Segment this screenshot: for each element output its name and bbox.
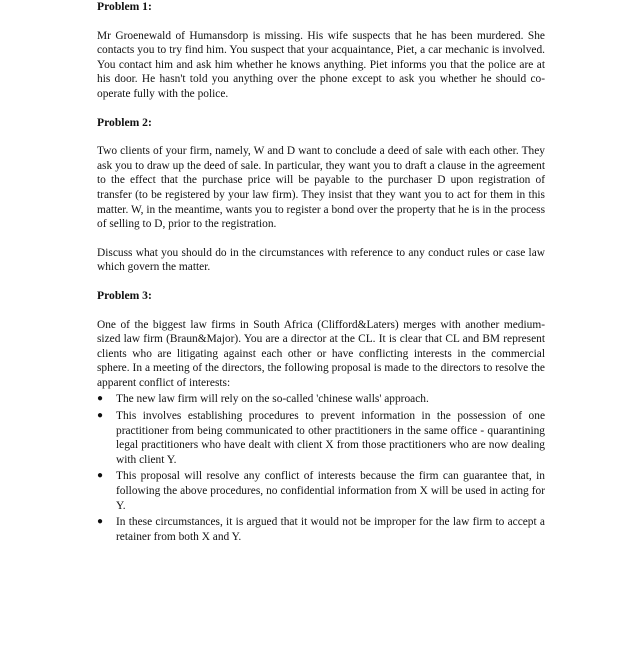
problem-1-heading: Problem 1:: [97, 0, 152, 13]
bullet-icon: ●: [97, 516, 104, 528]
problem-2-question: Discuss what you should do in the circumstances with reference to any conduct rules or case law which govern the matter.: [97, 246, 545, 274]
problem-2-heading: Problem 2:: [97, 115, 152, 129]
list-item: [97, 515, 545, 544]
problem-3-heading: Problem 3:: [97, 288, 152, 302]
list-item: [97, 392, 545, 407]
list-item: [97, 469, 545, 513]
list-item: [97, 409, 545, 467]
problem-1-section: [97, 0, 545, 102]
bullet-text: The new law firm will rely on the so-called 'chinese walls' approach.: [116, 393, 429, 406]
document-page: [97, 0, 545, 546]
bullet-icon: ●: [97, 393, 104, 405]
bullet-text: In these circumstances, it is argued that it would not be improper for the law firm to accept a retainer from both X and Y.: [116, 516, 545, 543]
problem-1-text: Mr Groenewald of Humansdorp is missing. His wife suspects that he has been murdered. She contacts you to try find him. You suspect that your acquaintance, Piet, a car mechanic is involved. You contact him and ask him whether he knows anything. Piet informs you that the police are at his door. He hasn't told you anything over the phone except to ask you whether he should co-operate fully with the police.: [97, 29, 545, 100]
problem-3-bullet-list: [97, 392, 545, 544]
bullet-icon: ●: [97, 470, 104, 482]
problem-2-section: [97, 116, 545, 275]
problem-3-text: One of the biggest law firms in South Africa (Clifford&Laters) merges with another medium-sized law firm (Braun&Major). You are a director at the CL. It is clear that CL and BM represent clients who are litigating against each other or have conflicting interests in the commercial sphere. In a meeting of the directors, the following proposal is made to the directors to resolve the apparent conflict of interests:: [97, 318, 545, 389]
problem-2-text: Two clients of your firm, namely, W and D want to conclude a deed of sale with each other. They ask you to draw up the deed of sale. In particular, they want you to draft a clause in the agreement to the effect that the purchase price will be payable to the purchaser D upon registration of transfer (to be registered by your law firm). They insist that they want you to act for them in this matter. W, in the meantime, wants you to register a bond over the property that he is in the process of selling to D, prior to the registration.: [97, 145, 545, 231]
bullet-text: This proposal will resolve any conflict of interests because the firm can guarantee that, in following the above procedures, no confidential information from X will be used in acting for Y.: [116, 470, 545, 512]
bullet-text: This involves establishing procedures to prevent information in the possession of one practitioner from being communicated to other practitioners in the same office - quarantining legal practitioners who have dealt with client X from those practitioners who are now dealing with client Y.: [116, 410, 545, 466]
bullet-icon: ●: [97, 410, 104, 422]
problem-3-section: [97, 289, 545, 545]
